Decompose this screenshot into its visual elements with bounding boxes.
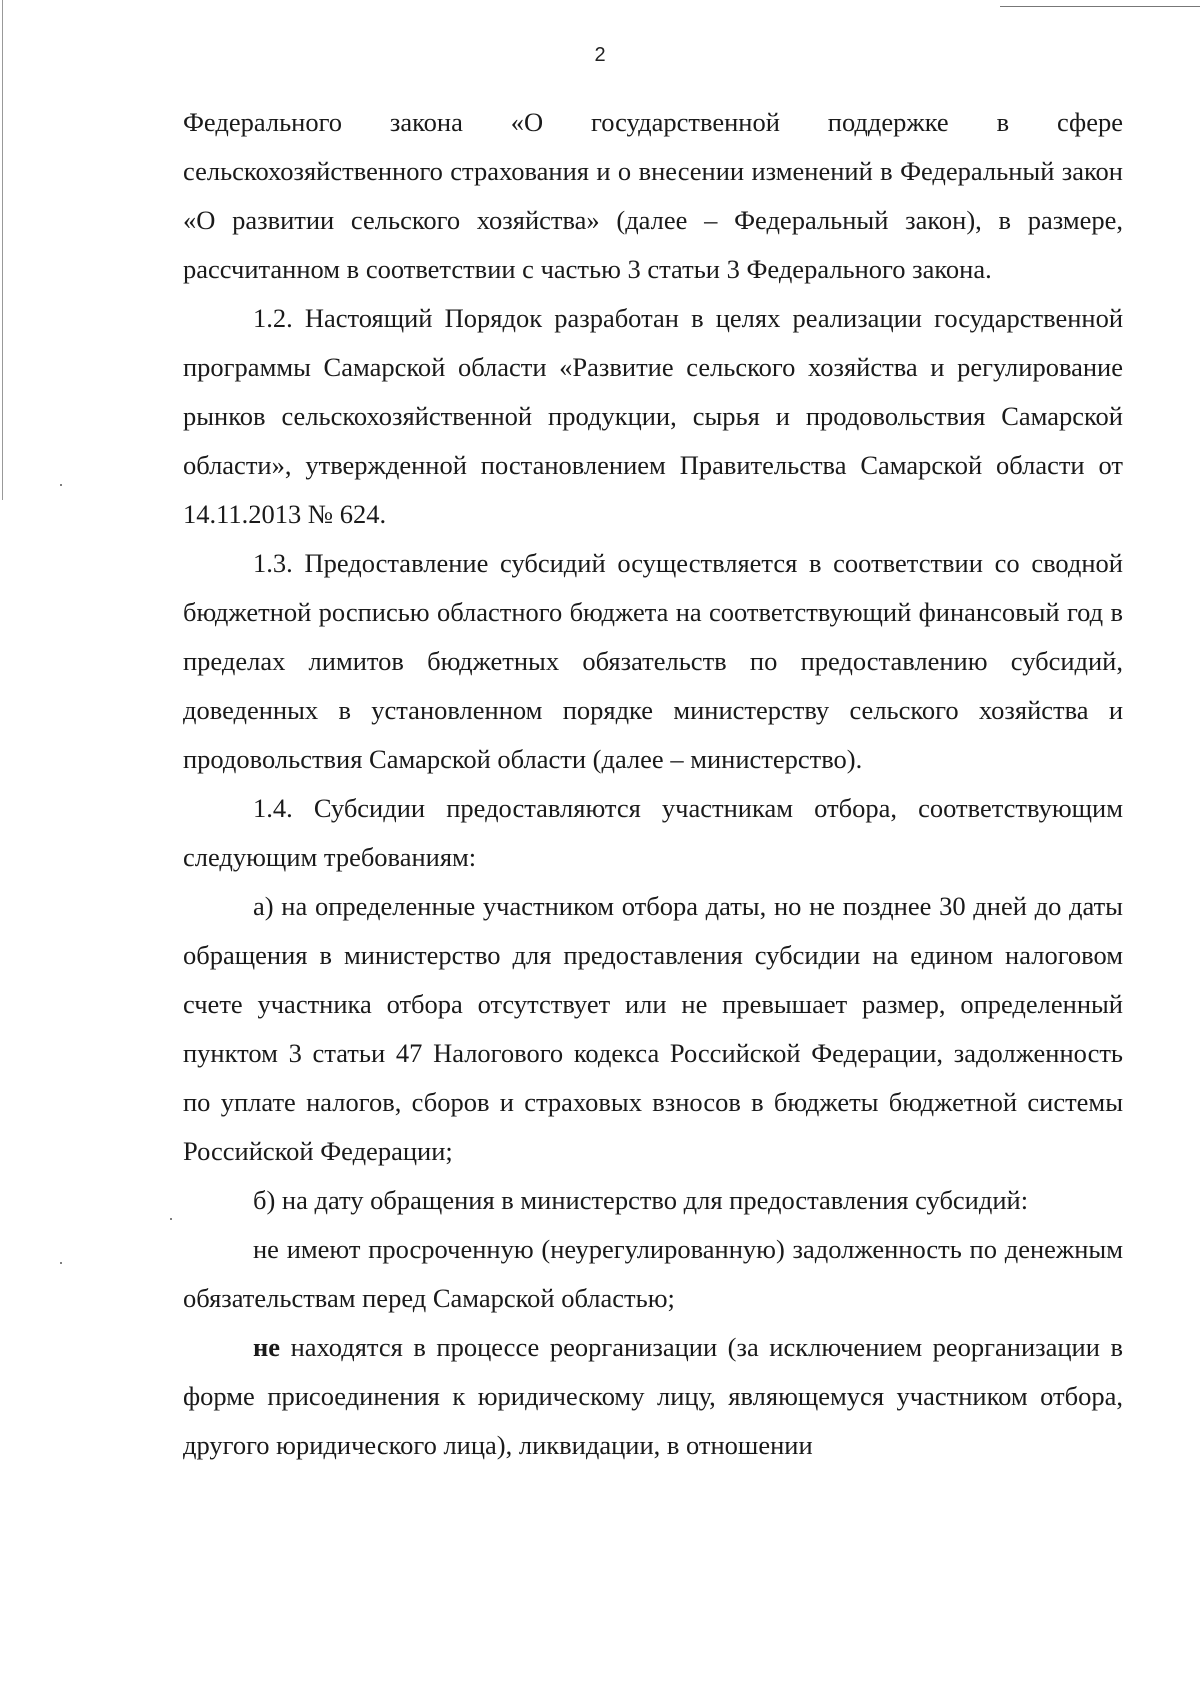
scan-artifact-line [1000, 6, 1200, 7]
scan-artifact-edge [2, 0, 3, 500]
paragraph-intro: Федерального закона «О государственной поддержке в сфере сельскохозяйственного страхования и о внесении изменений в Федеральный закон «О развитии сельского хозяйства» (далее – Федеральный закон), в размере, рассчитанном в соответствии с частью 3 статьи 3 Федерального закона. [183, 107, 1123, 284]
scan-artifact-dot [60, 484, 62, 486]
scan-artifact-dot [60, 1262, 62, 1264]
page-number: 2 [594, 44, 606, 66]
document-body [183, 98, 1123, 1470]
paragraph-1-4: 1.4. Субсидии предоставляются участникам отбора, соответствующим следующим требованиям: [183, 793, 1123, 872]
paragraph-1-3: 1.3. Предоставление субсидий осуществляется в соответствии со сводной бюджетной росписью областного бюджета на соответствующий финансовый год в пределах лимитов бюджетных обязательств по предоставлению субсидий, доведенных в установленном порядке министерству сельского хозяйства и продовольствия Самарской области (далее – министерство). [183, 548, 1123, 774]
scan-artifact-dot [170, 1218, 172, 1220]
paragraph-1-2: 1.2. Настоящий Порядок разработан в целях реализации государственной программы Самарской области «Развитие сельского хозяйства и регулирование рынков сельскохозяйственной продукции, сырья и продовольствия Самарской области», утвержденной постановлением Правительства Самарской области от 14.11.2013 № 624. [183, 303, 1123, 529]
paragraph-b: б) на дату обращения в министерство для предоставления субсидий: [253, 1185, 1029, 1215]
paragraph-b-1: не имеют просроченную (неурегулированную) задолженность по денежным обязательствам перед Самарской областью; [183, 1234, 1123, 1313]
paragraph-b-2-text: находятся в процессе реорганизации (за исключением реорганизации в форме присоединения к юридическому лицу, являющемуся участником отбора, другого юридического лица), ликвидации, в отношении [183, 1332, 1123, 1460]
paragraph-b-2 [183, 1323, 1123, 1470]
paragraph-a: а) на определенные участником отбора даты, но не позднее 30 дней до даты обращения в министерство для предоставления субсидии на едином налоговом счете участника отбора отсутствует или не превышает размер, определенный пунктом 3 статьи 47 Налогового кодекса Российской Федерации, задолженность по уплате налогов, сборов и страховых взносов в бюджеты бюджетной системы Российской Федерации; [183, 891, 1123, 1166]
paragraph-b-2-lead: не [253, 1332, 281, 1362]
